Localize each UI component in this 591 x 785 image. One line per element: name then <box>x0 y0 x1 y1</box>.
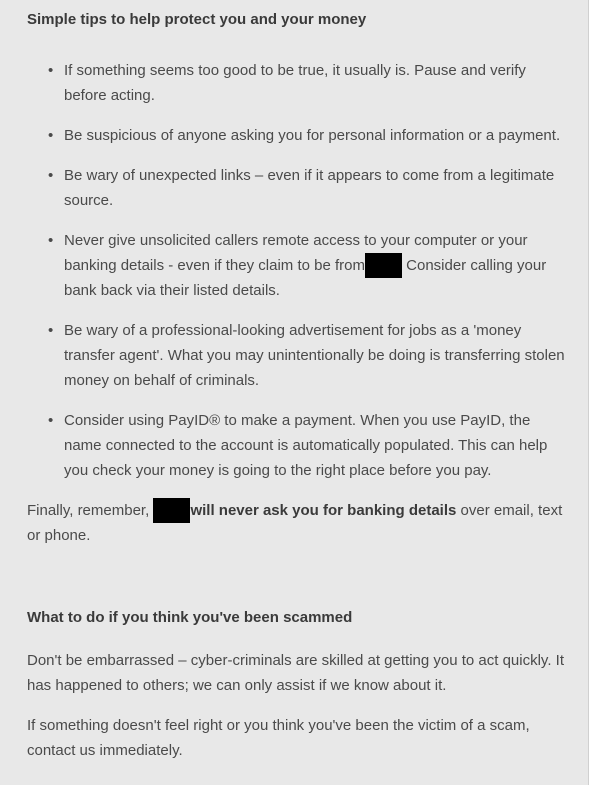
tip-text: Consider using PayID® to make a payment. When you use PayID, the name connected to the account is automatically populated. This can help you check your money is going to the right place before you pay. <box>64 412 548 479</box>
reminder-bold: will never ask you for banking details <box>190 502 457 519</box>
bullet-icon: • <box>48 232 54 249</box>
bullet-icon: • <box>48 412 54 429</box>
reminder-text: Finally, remember, <box>27 502 154 519</box>
tip-text: Never give unsolicited callers remote access to your computer or your banking details - even if they claim to be from <box>64 232 528 274</box>
list-item <box>48 123 568 148</box>
bullet-icon: • <box>48 167 54 184</box>
tip-text-continued: Consider calling your bank back via their listed details. <box>64 257 547 299</box>
section-heading-scammed: What to do if you think you've been scammed <box>27 609 353 626</box>
final-reminder <box>27 498 568 548</box>
list-item <box>48 318 568 393</box>
paragraph-embarrassed: Don't be embarrassed – cyber-criminals are skilled at getting you to act quickly. It has happened to others; we can only assist if we know about it. <box>27 652 564 694</box>
tip-text: If something seems too good to be true, it usually is. Pause and verify before acting. <box>64 62 526 104</box>
tip-text: Be wary of a professional-looking advertisement for jobs as a 'money transfer agent'. What you may unintentionally be doing is transferring stolen money on behalf of criminals. <box>64 322 565 389</box>
tip-text: Be wary of unexpected links – even if it appears to come from a legitimate source. <box>64 167 555 209</box>
reminder-text-end: over email, text or phone. <box>27 502 563 544</box>
redaction-box <box>365 253 402 278</box>
list-item <box>48 163 568 213</box>
bullet-icon: • <box>48 322 54 339</box>
redaction-box <box>153 498 190 523</box>
tips-list <box>27 58 568 483</box>
section-heading-tips: Simple tips to help protect you and your money <box>27 11 367 28</box>
list-item <box>48 408 568 483</box>
bullet-icon: • <box>48 62 54 79</box>
tip-text: Be suspicious of anyone asking you for personal information or a payment. <box>64 127 561 144</box>
list-item <box>48 58 568 108</box>
bullet-icon: • <box>48 127 54 144</box>
list-item <box>48 228 568 303</box>
paragraph-contact: If something doesn't feel right or you think you've been the victim of a scam, contact us immediately. <box>27 717 530 759</box>
